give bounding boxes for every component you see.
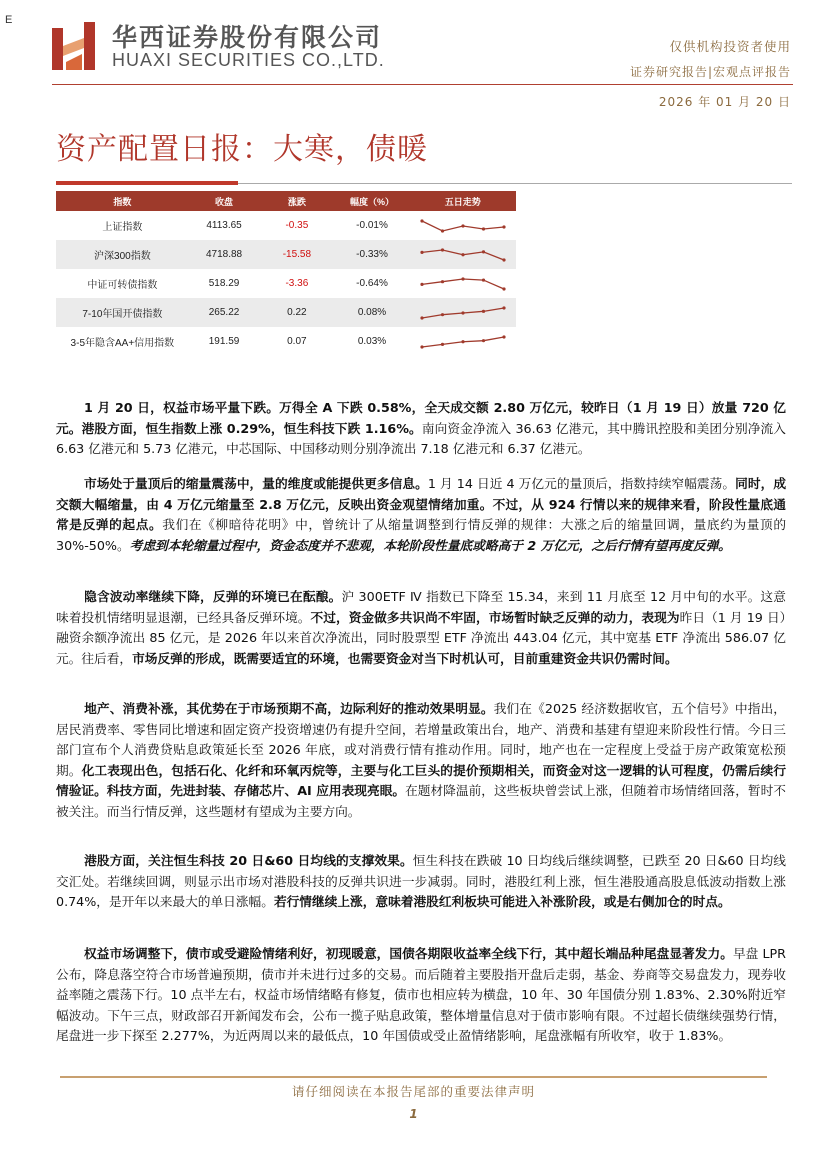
trend-sparkline bbox=[418, 247, 508, 263]
change-cell: -3.36 bbox=[285, 278, 309, 289]
text-run: 我们在《2025 经济数据收官，五个信号》中指出，居民消费率、零售同比增速和固定资产投资增速仍有提升空间，若增量政策出台，地产、消费和基建有望迎来阶段性行情。今日三部门宣布个人消费贷贴息政策延长至 2026 年底，或对消费行情有推动作用。同时，地产也在一定程度上受益于房产政策宽松预期。 bbox=[56, 701, 786, 778]
table-header-row bbox=[56, 191, 516, 211]
text-run: 我们在《柳暗待花明》中，曾统计了从缩量调整到行情反弹的规律：大涨之后的缩量回调，量底约为量顶的 30%-50%。 bbox=[56, 517, 787, 553]
emphasis-run: 市场处于量顶后的缩量震荡中，量的维度或能提供更多信息。 bbox=[84, 476, 428, 491]
trend-point bbox=[461, 311, 464, 314]
trend-point bbox=[502, 287, 505, 290]
trend-point bbox=[461, 224, 464, 227]
table-row bbox=[56, 298, 516, 327]
table-row bbox=[56, 327, 516, 356]
emphasis-run: 考虑到本轮缩量过程中，资金态度并不悲观，本轮阶段性量底或略高于 2 万亿元，之后行情有望再度反弹。 bbox=[129, 537, 731, 553]
audience-tag: 仅供机构投资者使用 bbox=[669, 39, 791, 54]
text-run: 早盘 LPR 公布，降息落空符合市场普遍预期，债市并未进行过多的交易。而后随着主要股指开盘后走弱，基金、券商等交易盘发力，现券收益率随之震荡下行。10 点半左右，权益市场情绪略有修复，债市也相应转为横盘，10 年、30 年国债分别 1.83%、2.30%附近窄幅波动。下午三点，财政部召开新闻发布会，公布一揽子贴息政策，整体增量信息对于债市影响有限。不过超长债继续强势行情，尾盘进一步下探至 2.277%，为近两周以来的最低点，10 年国债或受止盈情绪影响，尾盘涨幅有所收窄，收于 1.83%。 bbox=[56, 946, 786, 1043]
text-run: 恒生科技在跌破 10 日均线后继续调整，已跌至 20 日&60 日均线交汇处。若继续回调，则显示出市场对港股科技的反弹共识进一步减弱。同时，港股红利上涨，恒生港股通高股息低波动指数上涨 0.74%，是开年以来最大的单日涨幅。 bbox=[56, 853, 786, 909]
table-row bbox=[56, 240, 516, 269]
trend-point bbox=[420, 316, 423, 319]
col-header-pct: 幅度（%） bbox=[334, 191, 409, 211]
close-cell: 265.22 bbox=[189, 298, 260, 327]
index-name-cell: 上证指数 bbox=[102, 222, 143, 233]
title-divider bbox=[238, 183, 792, 184]
change-cell: 0.07 bbox=[287, 336, 307, 347]
trend-cell bbox=[410, 269, 516, 298]
text-run: 1 月 14 日近 4 万亿元的量顶后，指数持续窄幅震荡。 bbox=[427, 476, 736, 491]
trend-point bbox=[461, 277, 464, 280]
trend-point bbox=[502, 306, 505, 309]
trend-point bbox=[441, 342, 444, 345]
pct-cell: 0.08% bbox=[334, 298, 409, 327]
emphasis-run: 不过，资金做多共识尚不牢固，市场暂时缺乏反弹的动力，表现为 bbox=[310, 609, 680, 625]
trend-cell bbox=[410, 240, 516, 269]
emphasis-run: 港股方面，关注恒生科技 20 日&60 日均线的支撑效果。 bbox=[84, 853, 413, 868]
change-cell: -0.35 bbox=[285, 220, 309, 231]
text-run: 昨日（1 月 19 日）融资余额净流出 85 亿元，是 2026 年以来首次净流出，同时股票型 ETF 净流出 443.04 亿元，其中宽基 ETF 净流出 586.07 亿元。往后看， bbox=[56, 609, 787, 666]
trend-point bbox=[420, 345, 423, 348]
table-row bbox=[56, 269, 516, 298]
trend-sparkline bbox=[418, 276, 508, 292]
trend-point bbox=[441, 229, 444, 232]
report-type-tag: 证券研究报告|宏观点评报告 bbox=[629, 65, 791, 79]
close-cell: 518.29 bbox=[208, 278, 240, 289]
paragraph-1 bbox=[56, 398, 786, 460]
paragraph-5 bbox=[56, 851, 786, 913]
company-name-cn: 华西证券股份有限公司 bbox=[112, 23, 383, 52]
emphasis-run: 若行情继续上涨，意味着港股红利板块可能进入补涨阶段，或是右侧加仓的时点。 bbox=[273, 894, 731, 909]
trend-point bbox=[441, 280, 444, 283]
trend-point bbox=[502, 258, 505, 261]
pct-cell: -0.01% bbox=[356, 220, 388, 231]
paragraph-2 bbox=[56, 474, 786, 556]
emphasis-run: 市场反弹的形成，既需要适宜的环境，也需要资金对当下时机认可，目前重建资金共识仍需时间。 bbox=[132, 650, 678, 666]
emphasis-run: 权益市场调整下，债市或受避险情绪利好，初现暖意，国债各期限收益率全线下行，其中超长端品种尾盘显著发力。 bbox=[84, 946, 733, 961]
title-accent-bar bbox=[56, 181, 238, 185]
header-divider bbox=[52, 84, 793, 85]
col-header-change: 涨跌 bbox=[259, 191, 334, 211]
trend-point bbox=[482, 339, 485, 342]
close-cell: 4718.88 bbox=[189, 240, 260, 269]
trend-point bbox=[441, 313, 444, 316]
trend-point bbox=[461, 253, 464, 256]
legal-disclaimer: 请仔细阅读在本报告尾部的重要法律声明 bbox=[291, 1084, 535, 1099]
change-cell: -15.58 bbox=[259, 240, 334, 269]
trend-cell bbox=[410, 298, 516, 327]
trend-point bbox=[502, 335, 505, 338]
paragraph-6 bbox=[56, 944, 786, 1047]
trend-point bbox=[420, 250, 423, 253]
trend-point bbox=[502, 225, 505, 228]
trend-cell bbox=[410, 327, 516, 356]
trend-point bbox=[482, 227, 485, 230]
trend-point bbox=[441, 248, 444, 251]
text-run: 在题材降温前，这些板块曾尝试上涨，但随着市场情绪回落，暂时不被关注。而当行情反弹，这些题材有望成为主要方向。 bbox=[56, 783, 786, 819]
footer-divider bbox=[60, 1076, 767, 1078]
company-name-en: HUAXI SECURITIES CO.,LTD. bbox=[112, 50, 385, 70]
close-cell: 4113.65 bbox=[206, 220, 242, 231]
corner-mark: E bbox=[5, 14, 13, 26]
trend-point bbox=[482, 250, 485, 253]
index-name-cell: 7-10年国开债指数 bbox=[56, 298, 189, 327]
trend-sparkline bbox=[418, 305, 508, 321]
emphasis-run: 隐含波动率继续下降，反弹的环境已在酝酿。 bbox=[84, 589, 342, 604]
emphasis-run: 地产、消费补涨，其优势在于市场预期不高，边际利好的推动效果明显。 bbox=[84, 701, 494, 716]
col-header-index: 指数 bbox=[56, 191, 189, 211]
pct-cell: -0.33% bbox=[334, 240, 409, 269]
report-date: 2026 年 01 月 20 日 bbox=[658, 95, 791, 109]
change-cell: 0.22 bbox=[259, 298, 334, 327]
text-run: 沪 300ETF Ⅳ 指数已下降至 15.34，来到 11 月底至 12 月中旬的水平。这意味着投机情绪明显退潮，已经具备反弹环境。 bbox=[56, 589, 786, 625]
trend-sparkline bbox=[418, 218, 508, 234]
emphasis-run: 1 月 20 日，权益市场平量下跌。万得全 A 下跌 0.58%，全天成交额 2.80 万亿元，较昨日（1 月 19 日）放量 720 亿元。港股方面，恒生指数上涨 0.29%，恒生科技下跌 1.16%。 bbox=[56, 400, 786, 436]
close-cell: 191.59 bbox=[208, 336, 240, 347]
text-run: 南向资金净流入 36.63 亿港元，其中腾讯控股和美团分别净流入 6.63 亿港元和 5.73 亿港元，中芯国际、中国移动则分别净流出 7.18 亿港元和 6.37 亿港元。 bbox=[56, 420, 786, 456]
page-title: 资产配置日报：大寒，债暖 bbox=[56, 132, 428, 167]
index-name-cell: 沪深300指数 bbox=[56, 240, 189, 269]
pct-cell: 0.03% bbox=[357, 336, 387, 347]
index-name-cell: 中证可转债指数 bbox=[87, 280, 158, 291]
index-table bbox=[56, 191, 516, 356]
trend-point bbox=[482, 278, 485, 281]
paragraph-4 bbox=[56, 699, 786, 822]
trend-point bbox=[482, 309, 485, 312]
col-header-trend: 五日走势 bbox=[410, 191, 516, 211]
paragraph-3 bbox=[56, 587, 786, 669]
trend-point bbox=[420, 219, 423, 222]
emphasis-run: 化工表现出色，包括石化、化纤和环氧丙烷等，主要与化工巨头的提价预期相关，而资金对这一逻辑的认可程度，仍需后续行情验证。科技方面，先进封装、存储芯片、AI 应用表现亮眼。 bbox=[56, 762, 787, 798]
huaxi-logo-icon bbox=[52, 22, 104, 70]
trend-sparkline bbox=[418, 334, 508, 350]
pct-cell: -0.64% bbox=[356, 278, 388, 289]
trend-point bbox=[461, 340, 464, 343]
trend-cell bbox=[410, 211, 516, 240]
page-number: 1 bbox=[409, 1107, 418, 1121]
index-name-cell: 3-5年隐含AA+信用指数 bbox=[70, 338, 175, 349]
trend-point bbox=[420, 282, 423, 285]
col-header-close: 收盘 bbox=[189, 191, 260, 211]
table-row bbox=[56, 211, 516, 240]
emphasis-run: 同时，成交额大幅缩量，由 4 万亿元缩量至 2.8 万亿元，反映出资金观望情绪加重。不过，从 924 行情以来的规律来看，阶段性量底通常是反弹的起点。 bbox=[56, 476, 787, 532]
